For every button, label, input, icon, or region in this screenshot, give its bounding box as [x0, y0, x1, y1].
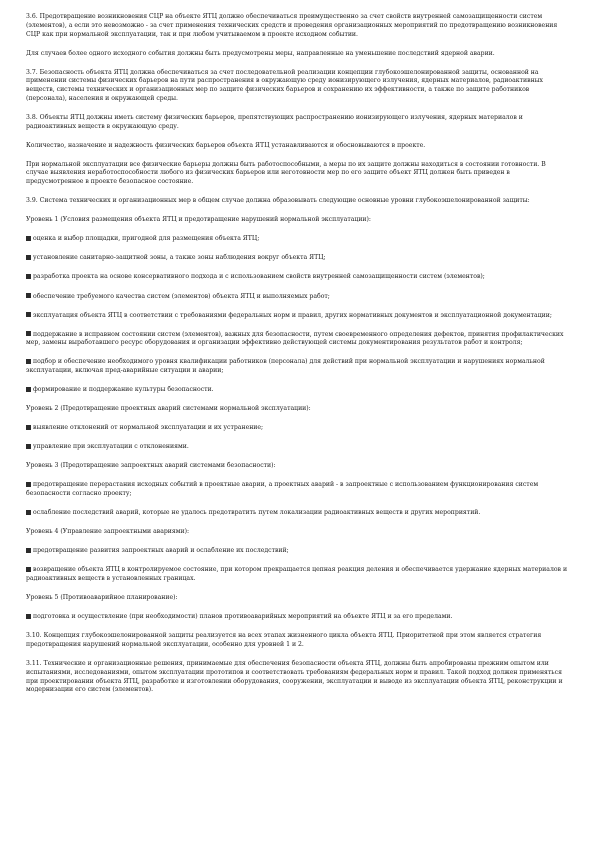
paragraph-text: Уровень 4 (Управление запроектными авариями):: [26, 528, 190, 536]
paragraph-text: оценка и выбор площадки, пригодной для размещения объекта ЯТЦ;: [33, 235, 260, 243]
paragraph: [26, 142, 569, 151]
bullet-square-icon: [26, 425, 31, 430]
paragraph: [26, 50, 569, 59]
paragraph: [26, 528, 569, 537]
bullet-square-icon: [26, 312, 31, 317]
paragraph: [26, 13, 569, 39]
paragraph: [26, 161, 569, 187]
paragraph-text: эксплуатация объекта ЯТЦ в соответствии с требованиями федеральных норм и правил, других нормативных документов и эксплуатационной документации;: [33, 311, 552, 319]
paragraph: [26, 69, 569, 104]
bullet-item: [26, 547, 569, 556]
paragraph-text: ослабление последствий аварий, которые не удалось предотвратить путем локализации радиоактивных веществ и других мероприятий.: [33, 509, 481, 517]
paragraph-text: подготовка и осуществление (при необходимости) планов противоаварийных мероприятий на объекте ЯТЦ и за его пределами.: [33, 613, 453, 621]
bullet-square-icon: [26, 293, 31, 298]
paragraph: [26, 405, 569, 414]
bullet-item: [26, 566, 569, 584]
paragraph-text: Для случаев более одного исходного события должны быть предусмотрены меры, направленные на уменьшение последствий ядерной аварии.: [26, 49, 495, 57]
bullet-item: [26, 386, 569, 395]
paragraph-text: При нормальной эксплуатации все физические барьеры должны быть работоспособными, а меры по их защите должны находиться в состоянии готовности. В случае выявления неработоспособности любого из физических барьеров или неготовности мер по его защите объект ЯТЦ должен быть приведен в предусмотренное в проекте безопасное состояние.: [26, 160, 546, 186]
paragraph-text: выявление отклонений от нормальной эксплуатации и их устранение;: [33, 424, 264, 432]
bullet-square-icon: [26, 510, 31, 515]
paragraph: [26, 114, 569, 132]
bullet-item: [26, 481, 569, 499]
bullet-item: [26, 424, 569, 433]
bullet-item: [26, 443, 569, 452]
bullet-square-icon: [26, 482, 31, 487]
paragraph-text: обеспечение требуемого качества систем (элементов) объекта ЯТЦ и выполняемых работ;: [33, 292, 330, 300]
paragraph: [26, 197, 569, 206]
paragraph-text: разработка проекта на основе консервативного подхода и с использованием свойств внутренней самозащищенности систем (элементов);: [33, 273, 485, 281]
paragraph: [26, 660, 569, 695]
paragraph-text: подбор и обеспечение необходимого уровня квалификации работников (персонала) для действий при нормальной эксплуатации и нарушениях нормальной эксплуатации, включая пред-аварийные ситуации и аварии;: [26, 358, 545, 375]
bullet-item: [26, 509, 569, 518]
paragraph: [26, 632, 569, 650]
bullet-item: [26, 613, 569, 622]
paragraph: [26, 594, 569, 603]
bullet-square-icon: [26, 236, 31, 241]
paragraph-text: Уровень 2 (Предотвращение проектных аварий системами нормальной эксплуатации):: [26, 405, 311, 413]
paragraph-text: управление при эксплуатации с отклонениями.: [33, 443, 189, 451]
bullet-item: [26, 235, 569, 244]
bullet-item: [26, 358, 569, 376]
bullet-square-icon: [26, 274, 31, 279]
bullet-square-icon: [26, 567, 31, 572]
paragraph-text: 3.8. Объекты ЯТЦ должны иметь систему физических барьеров, препятствующих распространению ионизирующего излучения, ядерных материалов и радиоактивных веществ в окружающую среду.: [26, 113, 523, 130]
paragraph-text: 3.7. Безопасность объекта ЯТЦ должна обеспечиваться за счет последовательной реализации концепции глубокоэшелонированной защиты, основанной на применении системы физических барьеров на пути распространения в окружающую среду ионизирующего излучения, ядерных материалов, радиоактивных веществ, системы технических и организационных мер по защите физических барьеров и сохранению их эффективности, а также по защите работников (персонала), населения и окружающей среды.: [26, 68, 544, 102]
bullet-square-icon: [26, 614, 31, 619]
paragraph-text: возвращение объекта ЯТЦ в контролируемое состояние, при котором прекращается цепная реакция деления и обеспечивается удержание ядерных материалов и радиоактивных веществ в установленных границах.: [26, 566, 568, 583]
bullet-item: [26, 312, 569, 321]
paragraph-text: 3.11. Технические и организационные решения, принимаемые для обеспечения безопасности объекта ЯТЦ, должны быть апробированы прежним опытом или испытаниями, исследованиями, опытом эксплуатации прототипов и соответствовать требованиям федеральных норм и правил. Такой подход должен применяться при проектировании объекта ЯТЦ, разработке и изготовлении оборудования, сооружении, эксплуатации и выводе из эксплуатации объекта ЯТЦ, реконструкции и модернизации его систем (элементов).: [26, 660, 563, 694]
paragraph: [26, 216, 569, 225]
bullet-square-icon: [26, 387, 31, 392]
bullet-square-icon: [26, 359, 31, 364]
paragraph-text: 3.10. Концепция глубокоэшелонированной защиты реализуется на всех этапах жизненного цикла объекта ЯТЦ. Приоритетной при этом является стратегия предотвращения нарушений нормальной эксплуатации, особенно для уровней 1 и 2.: [26, 632, 542, 649]
paragraph-text: установление санитарно-защитной зоны, а также зоны наблюдения вокруг объекта ЯТЦ;: [33, 254, 326, 262]
paragraph-text: Количество, назначение и надежность физических барьеров объекта ЯТЦ устанавливаются и обосновываются в проекте.: [26, 141, 426, 149]
bullet-item: [26, 254, 569, 263]
bullet-item: [26, 273, 569, 282]
paragraph-text: формирование и поддержание культуры безопасности.: [33, 386, 214, 394]
bullet-item: [26, 331, 569, 349]
paragraph-text: 3.6. Предотвращение возникновения СЦР на объекте ЯТЦ должно обеспечиваться преимущественно за счет свойств внутренней самозащищенности систем (элементов), а если это невозможно - за счет применения технических средств и проведения организационных мероприятий по предотвращению возникновения СЦР как при нормальной эксплуатации, так и при любом учитываемом в проекте исходном событии.: [26, 13, 558, 38]
paragraph-text: Уровень 3 (Предотвращение запроектных аварий системами безопасности):: [26, 462, 276, 470]
bullet-square-icon: [26, 444, 31, 449]
paragraph-text: Уровень 1 (Условия размещения объекта ЯТЦ и предотвращение нарушений нормальной эксплуатации):: [26, 216, 371, 224]
bullet-item: [26, 293, 569, 302]
paragraph-text: предотвращение развития запроектных аварий и ослабление их последствий;: [33, 547, 289, 555]
bullet-square-icon: [26, 331, 31, 336]
paragraph: [26, 462, 569, 471]
paragraph-text: поддержание в исправном состоянии систем (элементов), важных для безопасности, путем своевременного определения дефектов, принятия профилактических мер, замены выработавшего ресурс оборудования и организации эффективно действующей системы документирования результатов работ и контроля;: [26, 330, 564, 347]
paragraph-text: предотвращение перерастания исходных событий в проектные аварии, а проектных аварий - в запроектные с использованием функционирования систем безопасности согласно проекту;: [26, 481, 539, 498]
document-body: [26, 13, 569, 695]
paragraph-text: Уровень 5 (Противоаварийное планирование):: [26, 594, 178, 602]
bullet-square-icon: [26, 548, 31, 553]
paragraph-text: 3.9. Система технических и организационных мер в общем случае должна образовывать следующие основные уровни глубокоэшелонированной защиты:: [26, 197, 530, 205]
bullet-square-icon: [26, 255, 31, 260]
